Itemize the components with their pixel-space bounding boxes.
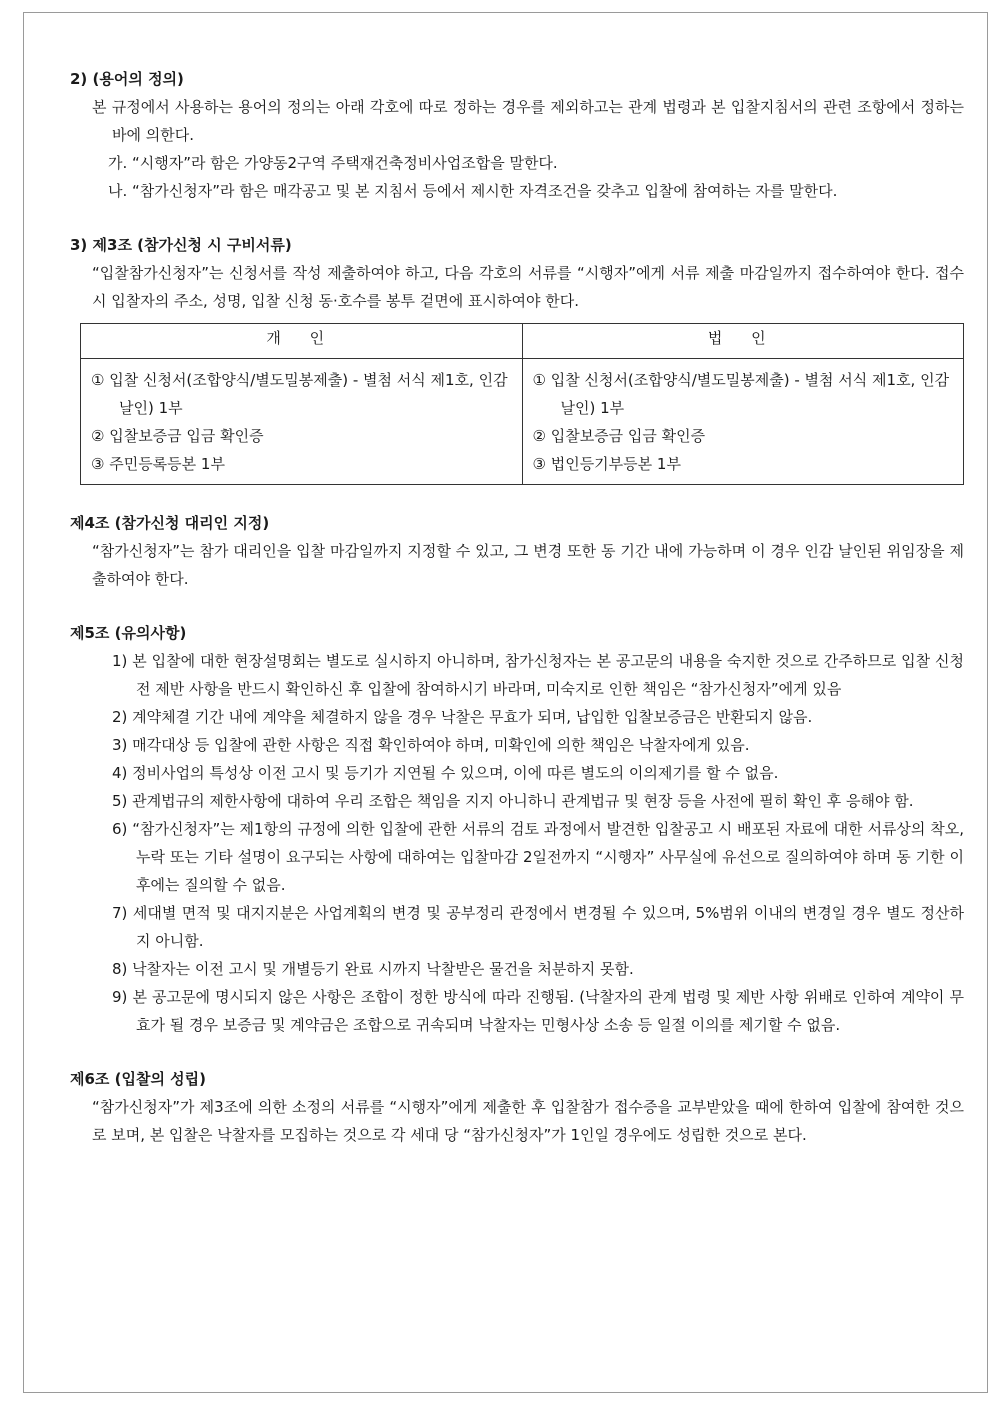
list-item: ③ 법인등기부등본 1부	[532, 455, 681, 473]
section-2-item-ga: 가. “시행자”라 함은 가양동2구역 주택재건축정비사업조합을 말한다.	[108, 154, 558, 172]
list-item: ② 입찰보증금 입금 확인증	[532, 427, 706, 445]
section-6-heading: 제6조 (입찰의 성립)	[70, 1070, 207, 1088]
section-5-item-2: 2) 계약체결 기간 내에 계약을 체결하지 않을 경우 낙찰은 무효가 되며, 납입한 입찰보증금은 반환되지 않음.	[112, 708, 813, 726]
section-5-item-7: 7) 세대별 면적 및 대지지분은 사업계획의 변경 및 공부정리 관정에서 변경될 수 있으며, 5%범위 이내의 변경일 경우 별도 정산하지 아니함.	[112, 904, 964, 950]
table-header-individual: 개 인	[81, 324, 523, 359]
section-5-item-9: 9) 본 공고문에 명시되지 않은 사항은 조합이 정한 방식에 따라 진행됨. (낙찰자의 관계 법령 및 제반 사항 위배로 인하여 계약이 무효가 될 경우 보증금 및 계약금은 조합으로 귀속되며 낙찰자는 민형사상 소송 등 일절 이의를 제기할 수 없음.	[112, 988, 964, 1034]
list-item: ① 입찰 신청서(조합양식/별도밀봉제출) - 별첨 서식 제1호, 인감 날인) 1부	[91, 371, 508, 417]
section-5-item-4: 4) 정비사업의 특성상 이전 고시 및 등기가 지연될 수 있으며, 이에 따른 별도의 이의제기를 할 수 없음.	[112, 764, 779, 782]
section-5-item-6: 6) “참가신청자”는 제1항의 규정에 의한 입찰에 관한 서류의 검토 과정에서 발견한 입찰공고 시 배포된 자료에 대한 서류상의 착오, 누락 또는 기타 설명이 요구되는 사항에 대하여는 입찰마감 2일전까지 “시행자” 사무실에 유선으로 질의하여야 하며 동 기한 이후에는 질의할 수 없음.	[112, 820, 964, 894]
list-item: ③ 주민등록등본 1부	[91, 455, 225, 473]
list-item: ① 입찰 신청서(조합양식/별도밀봉제출) - 별첨 서식 제1호, 인감 날인) 1부	[532, 371, 950, 417]
section-5-item-1: 1) 본 입찰에 대한 현장설명회는 별도로 실시하지 아니하며, 참가신청자는 본 공고문의 내용을 숙지한 것으로 간주하므로 입찰 신청 전 제반 사항을 반드시 확인하신 후 입찰에 참여하시기 바라며, 미숙지로 인한 책임은 “참가신청자”에게 있음	[112, 652, 964, 698]
section-5-item-5: 5) 관계법규의 제한사항에 대하여 우리 조합은 책임을 지지 아니하니 관계법규 및 현장 등을 사전에 필히 확인 후 응해야 함.	[112, 792, 914, 810]
section-2-intro: 본 규정에서 사용하는 용어의 정의는 아래 각호에 따로 정하는 경우를 제외하고는 관계 법령과 본 입찰지침서의 관련 조항에서 정하는 바에 의한다.	[92, 98, 964, 144]
document-body	[70, 65, 964, 1149]
section-3-heading: 3) 제3조 (참가신청 시 구비서류)	[70, 236, 292, 254]
corporate-documents-cell	[522, 359, 964, 485]
section-5-item-3: 3) 매각대상 등 입찰에 관한 사항은 직접 확인하여야 하며, 미확인에 의한 책임은 낙찰자에게 있음.	[112, 736, 750, 754]
list-item: ② 입찰보증금 입금 확인증	[91, 427, 264, 445]
section-4-heading: 제4조 (참가신청 대리인 지정)	[70, 514, 270, 532]
document-page	[23, 12, 988, 1393]
section-3-text: “입찰참가신청자”는 신청서를 작성 제출하여야 하고, 다음 각호의 서류를 “시행자”에게 서류 제출 마감일까지 접수하여야 한다. 접수 시 입찰자의 주소, 성명, 입찰 신청 동·호수를 봉투 겉면에 표시하여야 한다.	[92, 264, 964, 310]
section-4-text: “참가신청자”는 참가 대리인을 입찰 마감일까지 지정할 수 있고, 그 변경 또한 동 기간 내에 가능하며 이 경우 인감 날인된 위임장을 제출하여야 한다.	[92, 542, 964, 588]
individual-documents-cell	[81, 359, 523, 485]
section-5-item-8: 8) 낙찰자는 이전 고시 및 개별등기 완료 시까지 낙찰받은 물건을 처분하지 못함.	[112, 960, 634, 978]
section-6-text: “참가신청자”가 제3조에 의한 소정의 서류를 “시행자”에게 제출한 후 입찰참가 접수증을 교부받았을 때에 한하여 입찰에 참여한 것으로 보며, 본 입찰은 낙찰자를 모집하는 것으로 각 세대 당 “참가신청자”가 1인일 경우에도 성립한 것으로 본다.	[92, 1098, 964, 1144]
table-header-corporate: 법 인	[522, 324, 964, 359]
required-documents-table	[80, 323, 964, 485]
section-2-heading: 2) (용어의 정의)	[70, 70, 184, 88]
section-2-item-na: 나. “참가신청자”라 함은 매각공고 및 본 지침서 등에서 제시한 자격조건을 갖추고 입찰에 참여하는 자를 말한다.	[108, 182, 838, 200]
section-5-heading: 제5조 (유의사항)	[70, 624, 187, 642]
